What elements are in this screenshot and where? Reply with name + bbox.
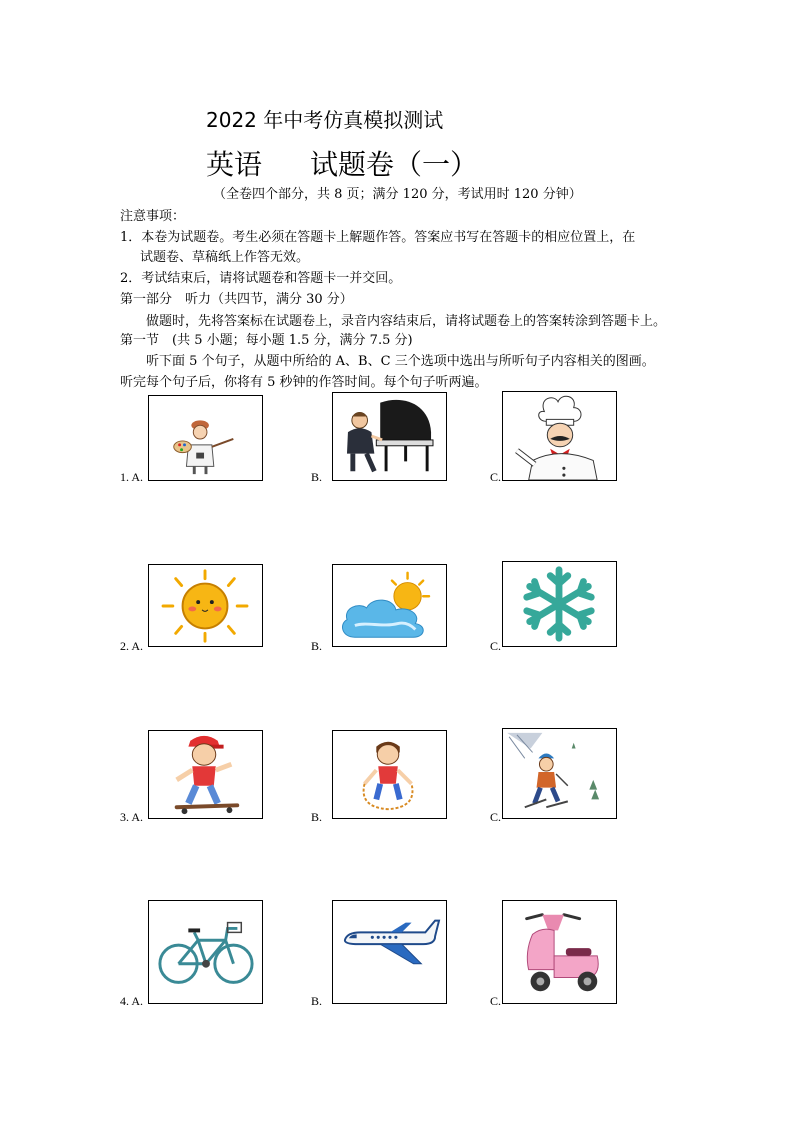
cloudy-icon	[333, 565, 446, 646]
q2-b-label: B.	[311, 639, 323, 653]
section1-direction-cont: 听完每个句子后，你将有 5 秒钟的作答时间。每个句子听两遍。	[120, 375, 488, 390]
q2-option-b[interactable]	[332, 564, 447, 647]
sun-icon	[149, 565, 262, 646]
q2-a-label: 2. A.	[120, 639, 144, 653]
pianist-icon	[333, 393, 446, 480]
jump-rope-icon	[333, 731, 446, 818]
q3-option-b[interactable]	[332, 730, 447, 819]
note-item-1-cont: 试题卷、草稿纸上作答无效。	[140, 250, 310, 265]
q1-option-c[interactable]	[502, 391, 617, 481]
q4-option-c[interactable]	[502, 900, 617, 1004]
q4-option-a[interactable]	[148, 900, 263, 1004]
q4-option-b[interactable]	[332, 900, 447, 1004]
q4-b-label: B.	[311, 994, 323, 1008]
part1-instruction: 做题时，先将答案标在试题卷上，录音内容结束后，请将试题卷上的答案转涂到答题卡上。	[146, 314, 667, 329]
notes-heading: 注意事项：	[120, 209, 186, 224]
q2-option-a[interactable]	[148, 564, 263, 647]
scooter-icon	[503, 901, 616, 1003]
q1-a-label: 1. A.	[120, 470, 144, 484]
q1-option-a[interactable]	[148, 395, 263, 481]
q3-a-label: 3. A.	[120, 810, 144, 824]
paper-label: 试题卷（一）	[310, 148, 479, 181]
exam-info: （全卷四个部分，共 8 页；满分 120 分，考试用时 120 分钟）	[213, 187, 582, 202]
q3-b-label: B.	[311, 810, 323, 824]
chef-icon	[503, 392, 616, 480]
section1-heading: 第一节 (共 5 小题；每小题 1.5 分，满分 7.5 分)	[120, 333, 413, 348]
q2-option-c[interactable]	[502, 561, 617, 647]
q1-option-b[interactable]	[332, 392, 447, 481]
bicycle-icon	[149, 901, 262, 1003]
painter-icon	[149, 396, 262, 480]
q2-c-label: C.	[490, 639, 502, 653]
q3-c-label: C.	[490, 810, 502, 824]
q1-c-label: C.	[490, 470, 502, 484]
skateboard-icon	[149, 731, 262, 818]
airplane-icon	[333, 901, 446, 1003]
part1-heading: 第一部分 听力（共四节，满分 30 分）	[120, 292, 353, 307]
paper-title	[206, 143, 478, 183]
q4-a-label: 4. A.	[120, 994, 144, 1008]
subject-label: 英语	[206, 148, 263, 181]
q3-option-a[interactable]	[148, 730, 263, 819]
note-item-2: 2．考试结束后，请将试题卷和答题卡一并交回。	[120, 271, 402, 286]
exam-title: 2022 年中考仿真模拟测试	[206, 108, 444, 132]
q3-option-c[interactable]	[502, 728, 617, 819]
snowflake-icon	[503, 562, 616, 646]
q1-b-label: B.	[311, 470, 323, 484]
q4-c-label: C.	[490, 994, 502, 1008]
note-item-1: 1．本卷为试题卷。考生必须在答题卡上解题作答。答案应书写在答题卡的相应位置上，在	[120, 230, 636, 245]
section1-direction: 听下面 5 个句子，从题中所给的 A、B、C 三个选项中选出与所听句子内容相关的图画。	[146, 354, 655, 369]
skiing-icon	[503, 729, 616, 818]
